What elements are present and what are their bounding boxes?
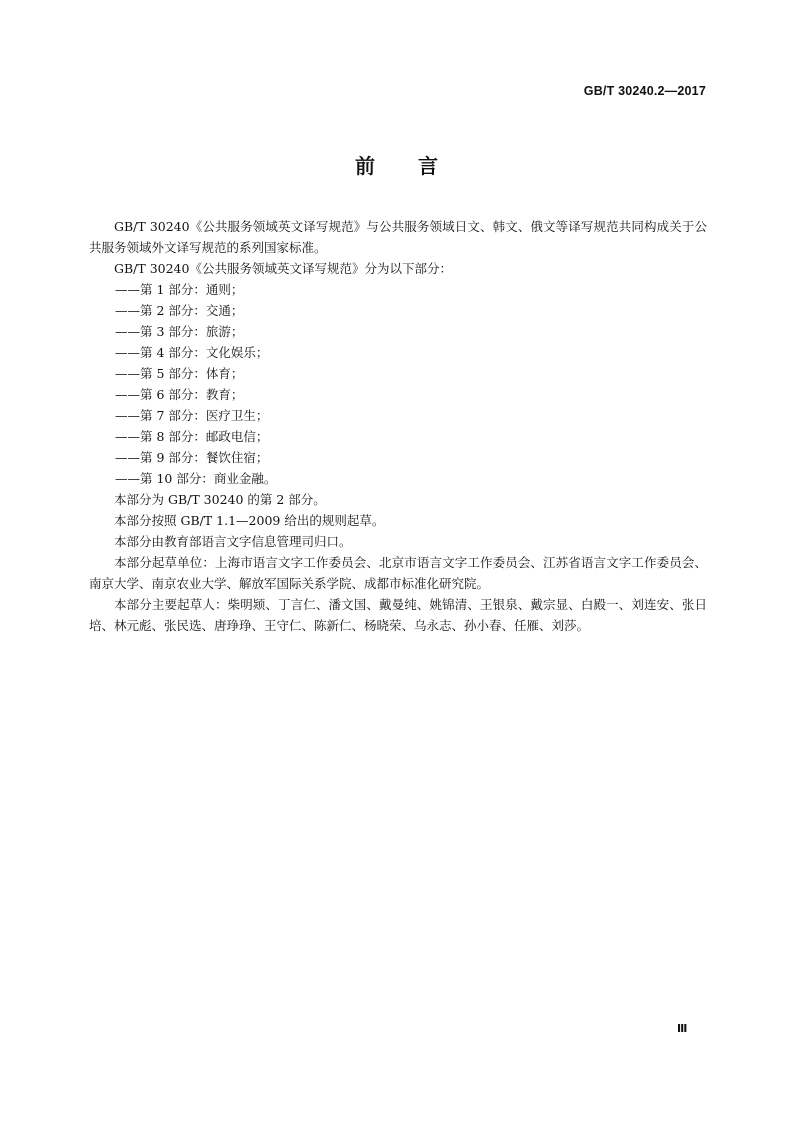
foreword-body bbox=[89, 216, 707, 636]
page-title: 前 言 bbox=[355, 154, 439, 178]
list-item: ——第 6 部分：教育； bbox=[115, 387, 244, 402]
list-item: ——第 3 部分：旅游； bbox=[115, 324, 244, 339]
list-item: ——第 4 部分：文化娱乐； bbox=[115, 345, 269, 360]
page-number: Ⅲ bbox=[677, 1023, 688, 1035]
list-item: ——第 5 部分：体育； bbox=[115, 366, 244, 381]
paragraph-parts-intro: GB/T 30240《公共服务领域英文译写规范》分为以下部分： bbox=[114, 261, 452, 276]
parts-list bbox=[89, 279, 707, 489]
paragraph-series-intro: GB/T 30240《公共服务领域英文译写规范》与公共服务领域日文、韩文、俄文等译写规范共同构成关于公共服务领域外文译写规范的系列国家标准。 bbox=[89, 219, 707, 255]
list-item: ——第 9 部分：餐饮住宿； bbox=[115, 450, 269, 465]
list-item: ——第 2 部分：交通； bbox=[115, 303, 244, 318]
list-item: ——第 1 部分：通则； bbox=[115, 282, 244, 297]
paragraph-drafting-rules: 本部分按照 GB/T 1.1—2009 给出的规则起草。 bbox=[114, 513, 385, 528]
paragraph-drafting-units: 本部分起草单位：上海市语言文字工作委员会、北京市语言文字工作委员会、江苏省语言文字工作委员会、南京大学、南京农业大学、解放军国际关系学院、成都市标准化研究院。 bbox=[89, 555, 707, 591]
list-item: ——第 8 部分：邮政电信； bbox=[115, 429, 269, 444]
list-item: ——第 7 部分：医疗卫生； bbox=[115, 408, 269, 423]
paragraph-part-number: 本部分为 GB/T 30240 的第 2 部分。 bbox=[114, 492, 326, 507]
paragraph-drafters: 本部分主要起草人：柴明颎、丁言仁、潘文国、戴曼纯、姚锦清、王银泉、戴宗显、白殿一、刘连安、张日培、林元彪、张民选、唐琤琤、王守仁、陈新仁、杨晓荣、乌永志、孙小春、任雁、刘莎。 bbox=[89, 597, 707, 633]
list-item: ——第 10 部分：商业金融。 bbox=[115, 471, 277, 486]
paragraph-administration: 本部分由教育部语言文字信息管理司归口。 bbox=[114, 534, 352, 549]
standard-number: GB/T 30240.2—2017 bbox=[583, 84, 706, 98]
